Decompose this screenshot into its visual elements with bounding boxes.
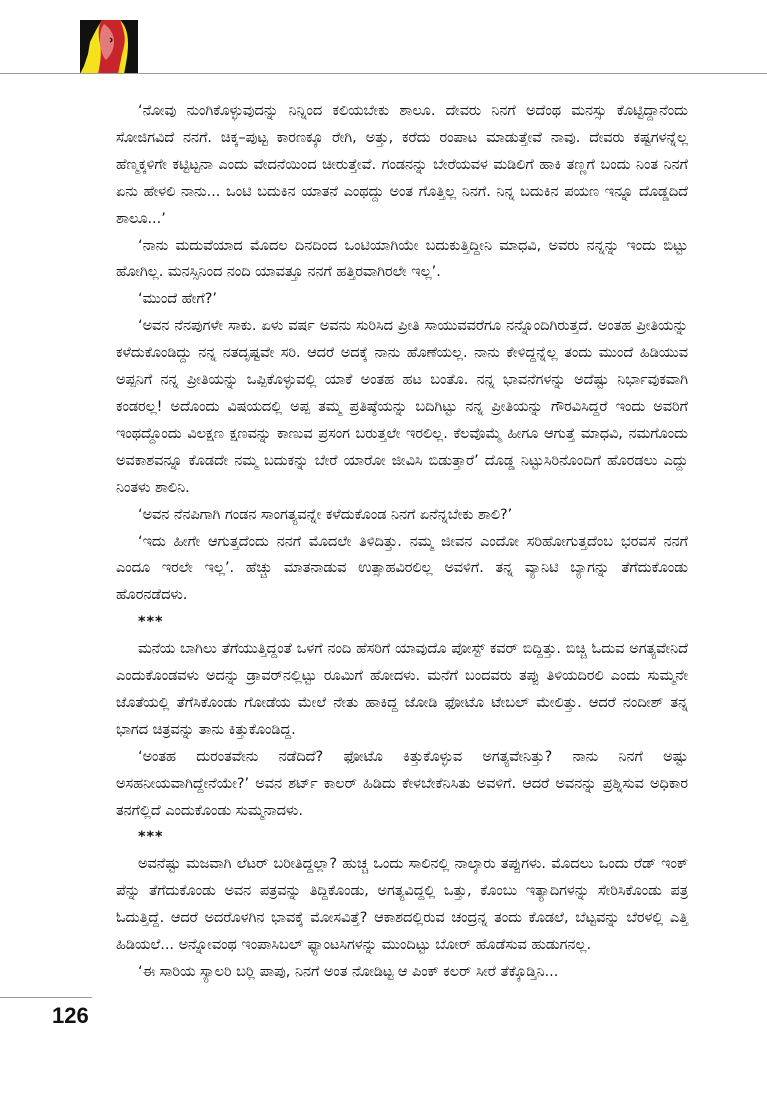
section-separator: *** (138, 614, 164, 631)
page-number: 126 (52, 1003, 89, 1028)
paragraph: ಅವನೆಷ್ಟು ಮಜವಾಗಿ ಲೆಟರ್ ಬರೀತಿದ್ದಲ್ಲಾ? ಹುಚ್ಚ ಒಂದು ಸಾಲಿನಲ್ಲಿ ನಾಲ್ಕಾರು ತಪ್ಪುಗಳು. ಮೊದಲು ಒಂದು ರೆಡ್ ಇಂಕ್ ಪೆನ್ನು ತೆಗೆದುಕೊಂಡು ಅವನ ಪತ್ರವನ್ನು ತಿದ್ದಿಕೊಂಡು, ಅಗತ್ಯವಿದ್ದಲ್ಲಿ ಒತ್ತು, ಕೊಂಬು ಇತ್ಯಾದಿಗಳನ್ನು ಸೇರಿಸಿಕೊಂಡು ಪತ್ರ ಓದುತ್ತಿದ್ದೆ. ಆದರೆ ಅದರೊಳಗಿನ ಭಾವಕ್ಕೆ ಮೋಸವಿತ್ತೆ? ಆಕಾಶದಲ್ಲಿರುವ ಚಂದ್ರನ್ನ ತಂದು ಕೊಡಲೆ, ಬೆಟ್ಟವನ್ನು ಬೆರಳಲ್ಲಿ ಎತ್ತಿ ಹಿಡಿಯಲೆ... ಅನ್ನೋವಂಥ ಇಂಪಾಸಿಬಲ್ ಫ್ಯಾಂಟಸಿಗಳನ್ನು ಮುಂದಿಟ್ಟು ಬೋರ್ ಹೊಡೆಸುವ ಹುಡುಗನಲ್ಲ. (116, 856, 688, 954)
paragraph: ‘ನಾನು ಮದುವೆಯಾದ ಮೊದಲ ದಿನದಿಂದ ಒಂಟಿಯಾಗಿಯೇ ಬದುಕುತ್ತಿದ್ದೀನಿ ಮಾಧವಿ, ಅವರು ನನ್ನನ್ನು ಇಂದು ಬಿಟ್ಟು ಹೋಗಿಲ್ಲ. ಮನಸ್ಸಿನಿಂದ ನಂದಿ ಯಾವತ್ತೂ ನನಗೆ ಹತ್ತಿರವಾಗಿರಲೇ ಇಲ್ಲ’. (116, 237, 688, 281)
section-separator: *** (138, 829, 164, 846)
story-text (116, 98, 688, 986)
header-divider (0, 73, 767, 74)
paragraph: ಮನೆಯ ಬಾಗಿಲು ತೆಗೆಯುತ್ತಿದ್ದಂತೆ ಒಳಗೆ ನಂದಿ ಹೆಸರಿಗೆ ಯಾವುದೊ ಪೋಸ್ಟ್ ಕವರ್ ಬಿದ್ದಿತ್ತು. ಬಿಚ್ಚಿ ಓದುವ ಅಗತ್ಯವೇನಿದೆ ಎಂದುಕೊಂಡವಳು ಅದನ್ನು ಡ್ರಾವರ್‌ನಲ್ಲಿಟ್ಟು ರೂಮಿಗೆ ಹೋದಳು. ಮನೆಗೆ ಬಂದವರು ತಪ್ಪು ತಿಳಿಯದಿರಲಿ ಎಂದು ಸುಮ್ಮನೇ ಜೊತೆಯಲ್ಲಿ ತೆಗೆಸಿಕೊಂಡು ಗೋಡೆಯ ಮೇಲೆ ನೇತು ಹಾಕಿದ್ದ ಜೋಡಿ ಫೋಟೊ ಟೇಬಲ್ ಮೇಲಿತ್ತು. ಆದರೆ ನಂದೀಶ್ ತನ್ನ ಭಾಗದ ಚಿತ್ರವನ್ನು ತಾನು ಕಿತ್ತುಕೊಂಡಿದ್ದ. (116, 641, 688, 738)
paragraph: ‘ನೋವು ನುಂಗಿಕೊಳ್ಳುವುದನ್ನು ನಿನ್ನಿಂದ ಕಲಿಯಬೇಕು ಶಾಲೂ. ದೇವರು ನಿನಗೆ ಅದೆಂಥ ಮನಸ್ಸು ಕೊಟ್ಟಿದ್ದಾನೆಂದು ಸೋಜಿಗವಿದೆ ನನಗೆ. ಚಿಕ್ಕ–ಪುಟ್ಟ ಕಾರಣಕ್ಕೂ ರೇಗಿ, ಅತ್ತು, ಕರೆದು ರಂಪಾಟ ಮಾಡುತ್ತೇವೆ ನಾವು. ದೇವರು ಕಷ್ಟಗಳನ್ನೆಲ್ಲ ಹೆಣ್ಮಕ್ಕಳಿಗೇ ಕಟ್ಟಿಟ್ಟನಾ ಎಂದು ವೇದನೆಯಿಂದ ಚೀರುತ್ತೇವೆ. ಗಂಡನನ್ನು ಬೇರೆಯವಳ ಮಡಿಲಿಗೆ ಹಾಕಿ ತಣ್ಣಗೆ ಬಂದು ನಿಂತ ನಿನಗೆ ಏನು ಹೇಳಲಿ ನಾನು... ಒಂಟಿ ಬದುಕಿನ ಯಾತನೆ ಎಂಥದ್ದು ಅಂತ ಗೊತ್ತಿಲ್ಲ ನಿನಗೆ. ನಿನ್ನ ಬದುಕಿನ ಪಯಣ ಇನ್ನೂ ದೊಡ್ಡದಿದೆ ಶಾಲೂ...’ (116, 103, 688, 227)
magazine-logo (80, 20, 138, 74)
paragraph: ‘ಅವನ ನೆನಪುಗಳೇ ಸಾಕು. ಏಳು ವರ್ಷ ಅವನು ಸುರಿಸಿದ ಪ್ರೀತಿ ಸಾಯುವವರೆಗೂ ನನ್ನೊಂದಿಗಿರುತ್ತದೆ. ಅಂತಹ ಪ್ರೀತಿಯನ್ನು ಕಳೆದುಕೊಂಡಿದ್ದು ನನ್ನ ನತದೃಷ್ಟವೇ ಸರಿ. ಆದರೆ ಅದಕ್ಕೆ ನಾನು ಹೊಣೆಯಲ್ಲ. ನಾನು ಕೇಳಿದ್ದನ್ನೆಲ್ಲ ತಂದು ಮುಂದೆ ಹಿಡಿಯುವ ಅಪ್ಪನಿಗೆ ನನ್ನ ಪ್ರೀತಿಯನ್ನು ಒಪ್ಪಿಕೊಳ್ಳುವಲ್ಲಿ ಯಾಕೆ ಅಂತಹ ಹಟ ಬಂತೊ. ನನ್ನ ಭಾವನೆಗಳನ್ನು ಅದೆಷ್ಟು ನಿರ್ಭಾವುಕವಾಗಿ ಕಂಡರಲ್ಲ! ಅದೊಂದು ವಿಷಯದಲ್ಲಿ ಅಪ್ಪ ತಮ್ಮ ಪ್ರತಿಷ್ಠೆಯನ್ನು ಬದಿಗಿಟ್ಟು ನನ್ನ ಪ್ರೀತಿಯನ್ನು ಗೌರವಿಸಿದ್ದರೆ ಇಂದು ಅವರಿಗೆ ಇಂಥದ್ದೊಂದು ವಿಲಕ್ಷಣ ಕ್ಷಣವನ್ನು ಕಾಣುವ ಪ್ರಸಂಗ ಬರುತ್ತಲೇ ಇರಲಿಲ್ಲ. ಕೆಲವೊಮ್ಮೆ ಹೀಗೂ ಆಗುತ್ತೆ ಮಾಧವಿ, ನಮಗೊಂದು ಅವಕಾಶವನ್ನೂ ಕೊಡದೇ ನಮ್ಮ ಬದುಕನ್ನು ಬೇರೆ ಯಾರೋ ಜೀವಿಸಿ ಬಿಡುತ್ತಾರೆ’ ದೊಡ್ಡ ನಿಟ್ಟುಸಿರಿನೊಂದಿಗೆ ಹೊರಡಲು ಎದ್ದು ನಿಂತಳು ಶಾಲಿನಿ. (116, 318, 688, 496)
woman-face-logo-icon (80, 20, 138, 74)
paragraph: ‘ಅವನ ನೆನಪಿಗಾಗಿ ಗಂಡನ ಸಾಂಗತ್ಯವನ್ನೇ ಕಳೆದುಕೊಂಡ ನಿನಗೆ ಏನೆನ್ನಬೇಕು ಶಾಲಿ?’ (138, 506, 513, 523)
footer-divider (0, 997, 92, 998)
paragraph: ‘ಅಂತಹ ದುರಂತವೇನು ನಡೆದಿದೆ? ಫೋಟೊ ಕಿತ್ತುಕೊಳ್ಳುವ ಅಗತ್ಯವೇನಿತ್ತು? ನಾನು ನಿನಗೆ ಅಷ್ಟು ಅಸಹನೀಯವಾಗಿದ್ದೇನೆಯೇ?’ ಅವನ ಶರ್ಟ್ ಕಾಲರ್ ಹಿಡಿದು ಕೇಳಬೇಕೆನಿಸಿತು ಅವಳಿಗೆ. ಆದರೆ ಅವನನ್ನು ಪ್ರಶ್ನಿಸುವ ಅಧಿಕಾರ ತನಗೆಲ್ಲಿದೆ ಎಂದುಕೊಂಡು ಸುಮ್ಮನಾದಳು. (116, 748, 688, 819)
paragraph: ‘ಮುಂದೆ ಹೇಗೆ?’ (138, 291, 217, 308)
paragraph: ‘ಇದು ಹೀಗೇ ಆಗುತ್ತದೆಂದು ನನಗೆ ಮೊದಲೇ ತಿಳಿದಿತ್ತು. ನಮ್ಮ ಜೀವನ ಎಂದೋ ಸರಿಹೋಗುತ್ತದೆಂಬ ಭರವಸೆ ನನಗೆ ಎಂದೂ ಇರಲೇ ಇಲ್ಲ’. ಹೆಚ್ಚು ಮಾತನಾಡುವ ಉತ್ಸಾಹವಿರಲಿಲ್ಲ ಅವಳಿಗೆ. ತನ್ನ ವ್ಯಾನಿಟಿ ಬ್ಯಾಗನ್ನು ತೆಗೆದುಕೊಂಡು ಹೊರನಡೆದಳು. (116, 533, 688, 604)
paragraph: ‘ಈ ಸಾರಿಯ ಸ್ಯಾಲರಿ ಬರ್‍ಲಿ ಪಾಪು, ನಿನಗೆ ಅಂತ ನೋಡಿಟ್ಟ ಆ ಪಿಂಕ್ ಕಲರ್ ಸೀರೆ ತೆಕ್ಕೊಡ್ತಿನಿ... (138, 964, 559, 980)
